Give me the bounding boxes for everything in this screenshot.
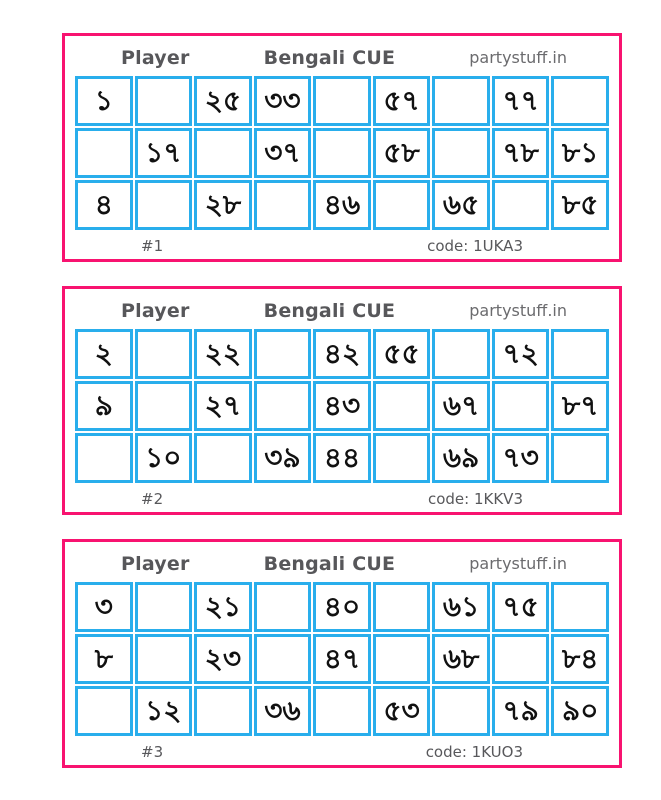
- grid-cell: [75, 433, 133, 483]
- grid-cell: ৮৪: [551, 634, 609, 684]
- grid-cell: ৯: [75, 381, 133, 431]
- grid-cell: ৩৬: [254, 686, 312, 736]
- grid-cell: ৭৫: [492, 582, 550, 632]
- grid-cell: [313, 76, 371, 126]
- grid-cell: [432, 686, 490, 736]
- grid-cell: [551, 329, 609, 379]
- ticket-title: Bengali CUE: [263, 552, 396, 575]
- grid-cell: ১০: [135, 433, 193, 483]
- ticket-code: code: 1UKA3: [427, 237, 523, 255]
- grid-cell: ৪৬: [313, 180, 371, 230]
- grid-cell: ৭৯: [492, 686, 550, 736]
- grid-cell: ৬৫: [432, 180, 490, 230]
- grid-cell: [373, 433, 431, 483]
- grid-cell: [194, 433, 252, 483]
- grid-cell: [194, 128, 252, 178]
- grid-cell: [373, 634, 431, 684]
- grid-cell: [135, 329, 193, 379]
- number-grid: [75, 76, 609, 230]
- grid-cell: [75, 128, 133, 178]
- ticket-serial: #1: [141, 237, 164, 255]
- ticket-title: Bengali CUE: [263, 299, 396, 322]
- grid-cell: ৮১: [551, 128, 609, 178]
- grid-cell: ৭৮: [492, 128, 550, 178]
- player-label: Player: [121, 46, 190, 69]
- grid-cell: ৩৯: [254, 433, 312, 483]
- grid-cell: ৩৩: [254, 76, 312, 126]
- grid-cell: ২৮: [194, 180, 252, 230]
- grid-cell: [551, 582, 609, 632]
- grid-cell: [135, 582, 193, 632]
- grid-cell: [135, 76, 193, 126]
- grid-cell: [492, 381, 550, 431]
- grid-cell: ২৩: [194, 634, 252, 684]
- grid-cell: [254, 180, 312, 230]
- grid-cell: ৪০: [313, 582, 371, 632]
- grid-cell: [432, 329, 490, 379]
- site-label: partystuff.in: [469, 48, 567, 67]
- grid-cell: [432, 76, 490, 126]
- ticket-serial: #2: [141, 490, 164, 508]
- grid-cell: ৯০: [551, 686, 609, 736]
- grid-cell: [492, 634, 550, 684]
- ticket-footer: [65, 230, 619, 255]
- grid-cell: ৪৪: [313, 433, 371, 483]
- grid-cell: ৮৭: [551, 381, 609, 431]
- grid-cell: ৬৮: [432, 634, 490, 684]
- grid-cell: ৩৭: [254, 128, 312, 178]
- grid-cell: [313, 686, 371, 736]
- ticket-header: [65, 289, 619, 329]
- grid-cell: ৩: [75, 582, 133, 632]
- grid-cell: ১: [75, 76, 133, 126]
- grid-cell: ৭২: [492, 329, 550, 379]
- ticket-3: [62, 539, 622, 768]
- grid-cell: [135, 381, 193, 431]
- number-grid: [75, 329, 609, 483]
- site-label: partystuff.in: [469, 554, 567, 573]
- grid-cell: [373, 381, 431, 431]
- grid-cell: [75, 686, 133, 736]
- ticket-footer: [65, 736, 619, 761]
- grid-cell: ৬১: [432, 582, 490, 632]
- grid-cell: ৫৫: [373, 329, 431, 379]
- grid-cell: ৮: [75, 634, 133, 684]
- grid-cell: ১৭: [135, 128, 193, 178]
- ticket-2: [62, 286, 622, 515]
- player-label: Player: [121, 299, 190, 322]
- grid-cell: ১২: [135, 686, 193, 736]
- grid-cell: ২৭: [194, 381, 252, 431]
- grid-cell: [373, 180, 431, 230]
- grid-cell: ৫৮: [373, 128, 431, 178]
- site-label: partystuff.in: [469, 301, 567, 320]
- grid-cell: ৪৭: [313, 634, 371, 684]
- grid-cell: [254, 329, 312, 379]
- grid-cell: ৭৩: [492, 433, 550, 483]
- grid-cell: ৪২: [313, 329, 371, 379]
- ticket-footer: [65, 483, 619, 508]
- ticket-1: [62, 33, 622, 262]
- player-label: Player: [121, 552, 190, 575]
- grid-cell: [432, 128, 490, 178]
- grid-cell: ৮৫: [551, 180, 609, 230]
- grid-cell: ২১: [194, 582, 252, 632]
- ticket-header: [65, 542, 619, 582]
- ticket-header: [65, 36, 619, 76]
- grid-cell: ৪৩: [313, 381, 371, 431]
- ticket-code: code: 1KUO3: [425, 743, 523, 761]
- grid-cell: ২: [75, 329, 133, 379]
- grid-cell: ৫৩: [373, 686, 431, 736]
- grid-cell: [135, 634, 193, 684]
- grid-cell: ২৫: [194, 76, 252, 126]
- ticket-title: Bengali CUE: [263, 46, 396, 69]
- ticket-serial: #3: [141, 743, 164, 761]
- grid-cell: [373, 582, 431, 632]
- grid-cell: ৭৭: [492, 76, 550, 126]
- grid-cell: ৬৭: [432, 381, 490, 431]
- grid-cell: ৪: [75, 180, 133, 230]
- grid-cell: [194, 686, 252, 736]
- grid-cell: ৬৯: [432, 433, 490, 483]
- grid-cell: ৫৭: [373, 76, 431, 126]
- grid-cell: [135, 180, 193, 230]
- grid-cell: ২২: [194, 329, 252, 379]
- grid-cell: [313, 128, 371, 178]
- grid-cell: [492, 180, 550, 230]
- grid-cell: [551, 76, 609, 126]
- grid-cell: [254, 634, 312, 684]
- ticket-code: code: 1KKV3: [427, 490, 523, 508]
- grid-cell: [551, 433, 609, 483]
- grid-cell: [254, 381, 312, 431]
- number-grid: [75, 582, 609, 736]
- grid-cell: [254, 582, 312, 632]
